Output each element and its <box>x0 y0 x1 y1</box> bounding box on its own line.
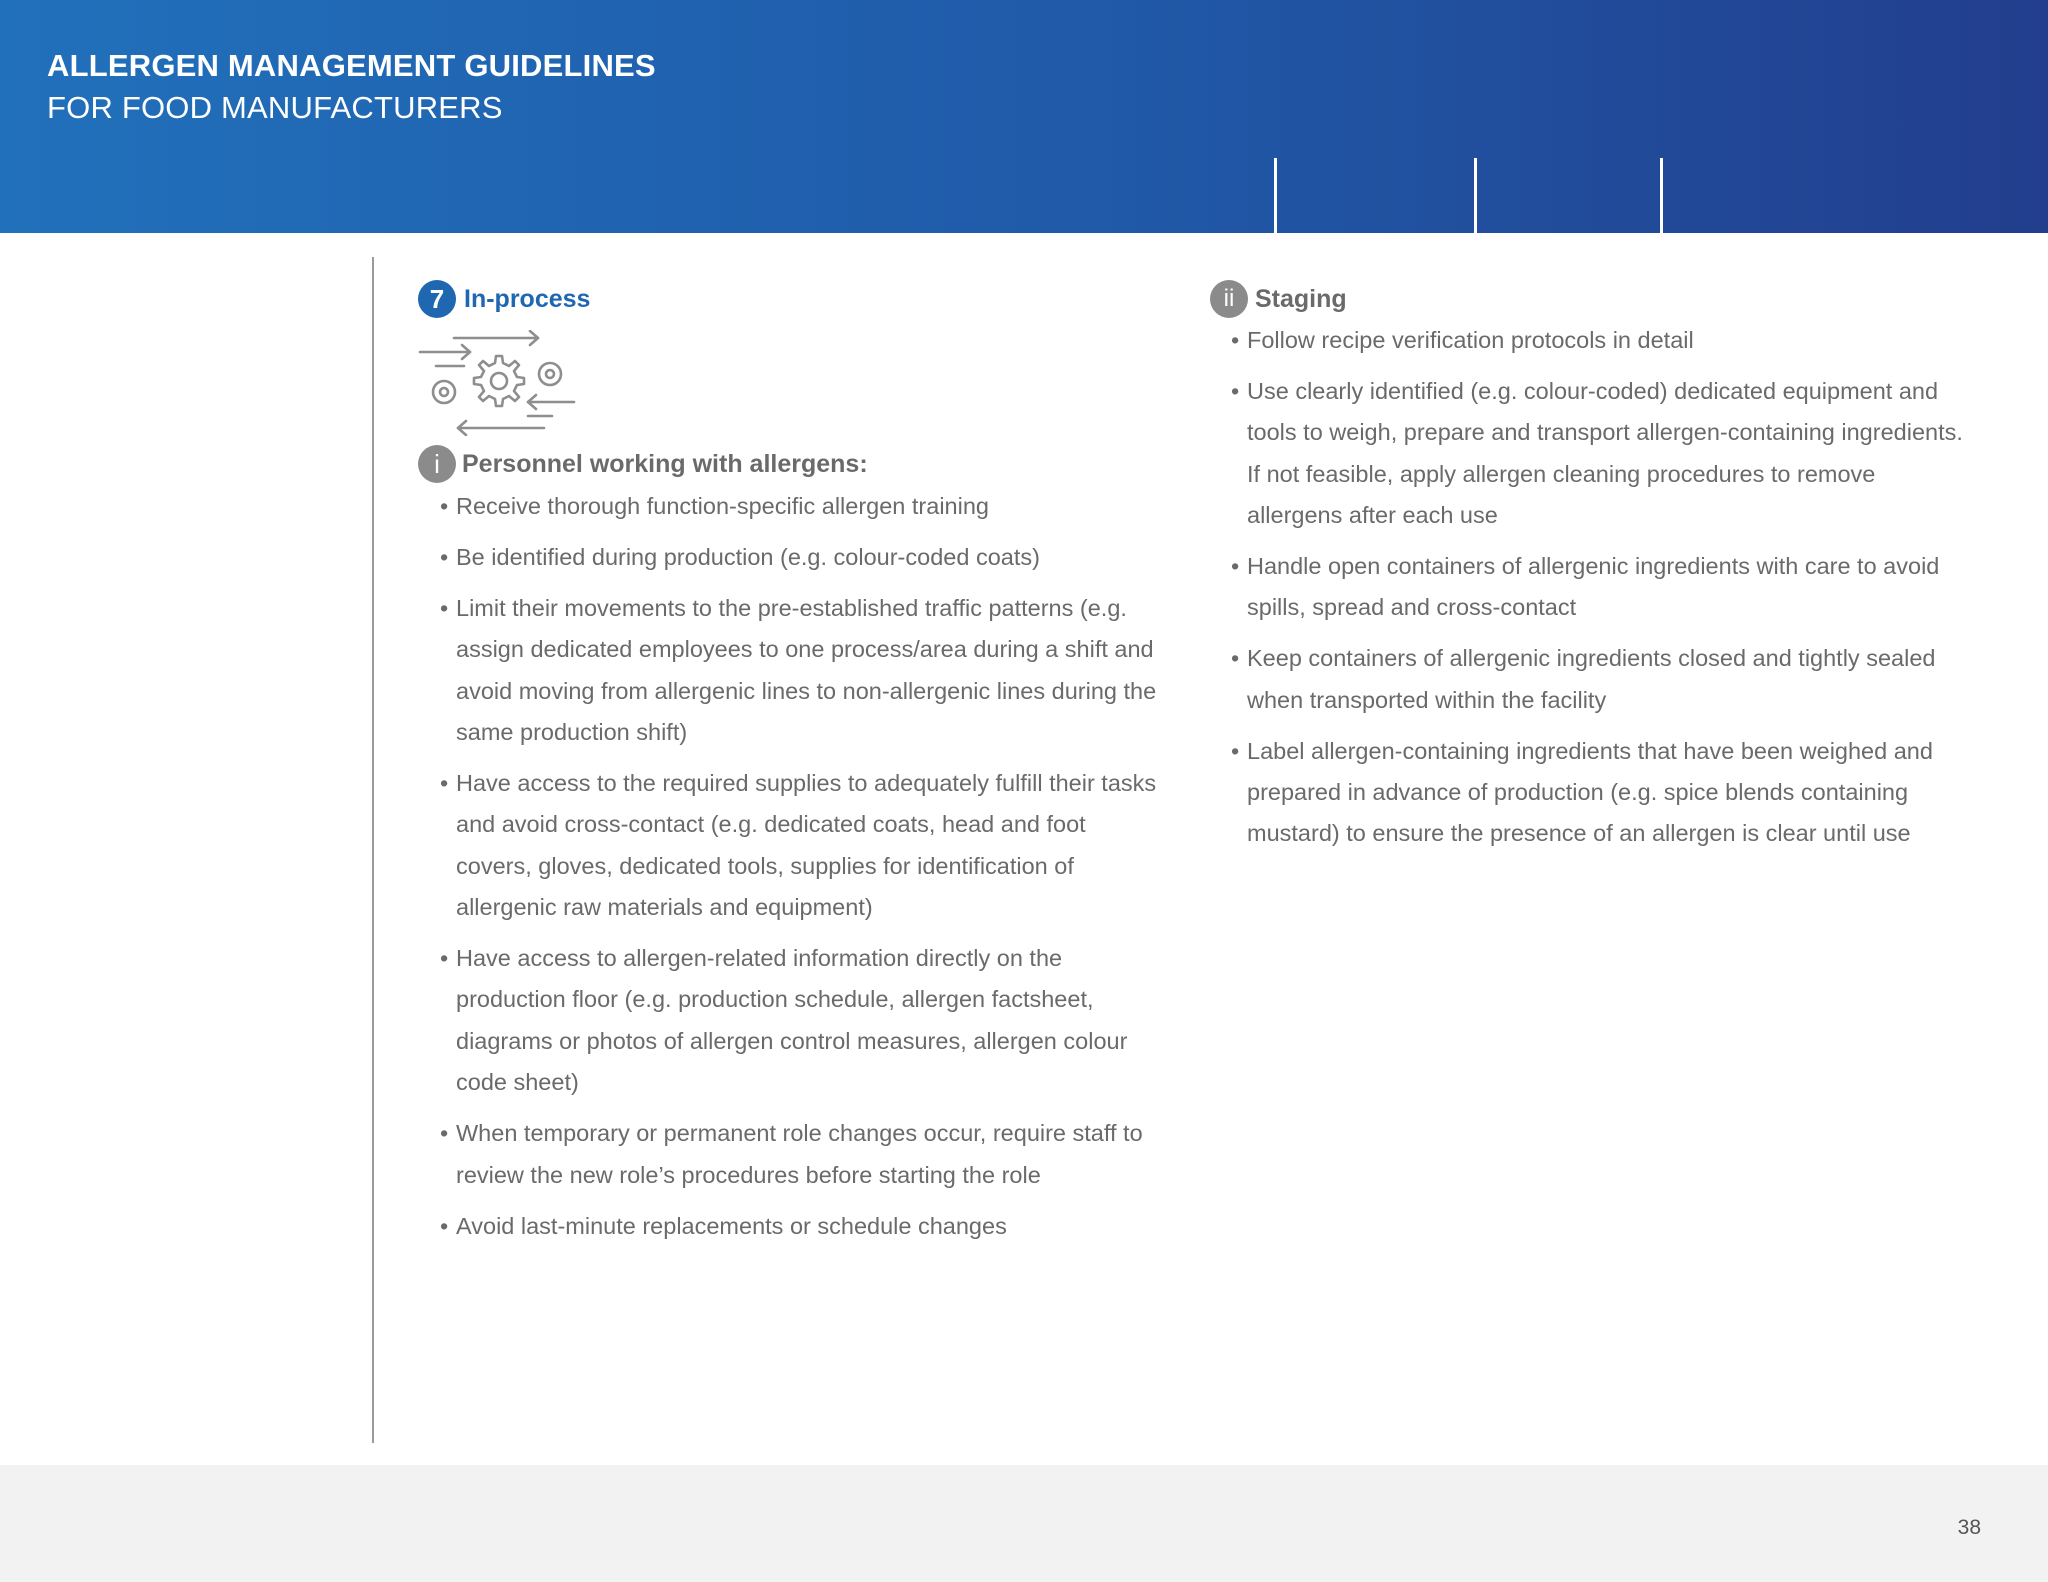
list-item: • Follow recipe verification protocols in detail <box>1231 327 1694 353</box>
header-tab-divider <box>1474 158 1477 233</box>
staging-title: Staging <box>1255 285 1347 313</box>
list-item: • Avoid last-minute replacements or schedule changes <box>440 1212 1007 1239</box>
list-item: • Handle open containers of allergenic ingredients with care to avoid spills, spread and cross-contact <box>1231 553 1940 621</box>
list-item: • Have access to allergen-related information directly on the production floor (e.g. production schedule, allergen factsheet, diagrams or photos of allergen control measures, allergen colour code sheet) <box>440 945 1128 1096</box>
header-tab-divider <box>1660 158 1663 233</box>
personnel-list <box>440 486 1162 1256</box>
header-tab-divider <box>1274 158 1277 233</box>
document-subtitle: FOR FOOD MANUFACTURERS <box>47 90 503 125</box>
column-divider <box>372 257 374 1443</box>
list-item: • Be identified during production (e.g. colour-coded coats) <box>440 543 1040 570</box>
page-number: 38 <box>1957 1516 1981 1539</box>
list-item: • Keep containers of allergenic ingredients closed and tightly sealed when transported within the facility <box>1231 645 1936 713</box>
list-item: • Use clearly identified (e.g. colour-coded) dedicated equipment and tools to weigh, prepare and transport allergen-containing ingredients. If not feasible, apply allergen cleaning procedures to remove allergens after each use <box>1231 377 1963 529</box>
document-title: ALLERGEN MANAGEMENT GUIDELINES <box>47 48 656 83</box>
page-footer <box>0 1465 2048 1582</box>
list-item: • When temporary or permanent role changes occur, require staff to review the new role’s procedures before starting the role <box>440 1120 1143 1188</box>
list-item: • Receive thorough function-specific allergen training <box>440 493 989 519</box>
staging-list <box>1231 320 1971 864</box>
subsection-ii-badge: ii <box>1210 280 1248 318</box>
section-number-badge: 7 <box>418 280 456 318</box>
section-title: In-process <box>464 285 591 313</box>
subsection-i-badge: i <box>418 445 456 483</box>
list-item: • Label allergen-containing ingredients that have been weighed and prepared in advance of production (e.g. spice blends containing mustard) to ensure the presence of an allergen is clear until use <box>1231 737 1933 847</box>
gear-process-icon <box>416 330 580 436</box>
page-header <box>0 0 2048 233</box>
list-item: • Limit their movements to the pre-established traffic patterns (e.g. assign dedicated employees to one process/area during a shift and avoid moving from allergenic lines to non-allergenic lines during the same production shift) <box>440 594 1157 746</box>
personnel-title: Personnel working with allergens: <box>462 450 868 478</box>
list-item: • Have access to the required supplies to adequately fulfill their tasks and avoid cross-contact (e.g. dedicated coats, head and foot covers, gloves, dedicated tools, supplies for identification of allergenic raw materials and equipment) <box>440 769 1157 921</box>
